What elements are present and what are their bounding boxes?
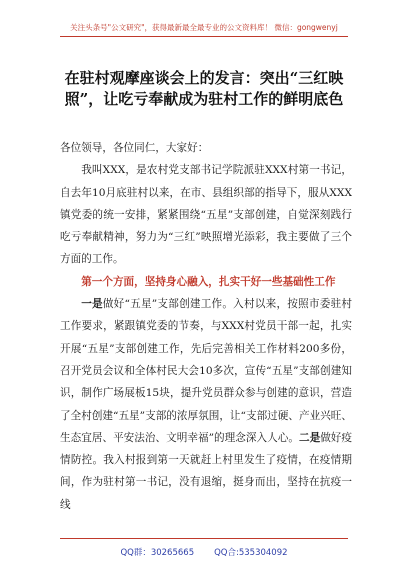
footer-divider	[60, 538, 348, 539]
footer	[0, 546, 408, 558]
footer-qq-2: QQ合:535304092	[214, 548, 288, 558]
paragraph-two-text: 做好疫情防控。我入村报到第一天就赶上村里发生了疫情，在疫情期间，作为驻村第一书记，没有退缩，挺身而出，坚持在抗疫一线	[60, 431, 353, 511]
intro-paragraph: 我叫XXX，是农村党支部书记学院派驻XXX村第一书记，自去年10月底驻村以来，在市、县组织部的指导下，服从XXX镇党委的统一安排，紧紧围绕“五星”支部创建，自觉深刻践行吃亏奉献精神，努力为“三红”映照增光添彩，我主要做了三个方面的工作。	[60, 164, 352, 266]
section-heading: 第一个方面，坚持身心融入，扎实干好一些基础性工作	[81, 275, 336, 288]
salutation: 各位领导，各位同仁，大家好：	[60, 142, 209, 154]
paragraph-one	[60, 293, 352, 516]
paragraph-one-text: 做好“五星”支部创建工作。入村以来，按照市委驻村工作要求，紧跟镇党委的节奏，与XXX村党员干部一起，扎实开展“五星”支部创建工作，先后完善相关工作材料200多份，召开党员会议和全体村民大会10多次，宣传“五星”支部创建知识，制作广场展板15块，提升党员群众参与创建的意识，营造了全村创建“五星”支部的浓厚氛围，让“支部过硬、产业兴旺、生态宜居、平安法治、文明幸福”的理念深入人心。	[60, 298, 352, 444]
document-body	[60, 137, 352, 516]
paragraph-two-lead: 二是	[298, 431, 321, 444]
header-note: 关注头条号"公文研究"，获得最新最全最专业的公文资料库！ 微信：gongwenyj	[70, 23, 338, 32]
paragraph-one-lead: 一是	[81, 298, 103, 311]
document-title: 在驻村观摩座谈会上的发言：突出“三红映照”，让吃亏奉献成为驻村工作的鲜明底色	[64, 69, 344, 108]
footer-qq-group: QQ群：30265665	[120, 548, 195, 558]
header-divider	[60, 36, 348, 37]
